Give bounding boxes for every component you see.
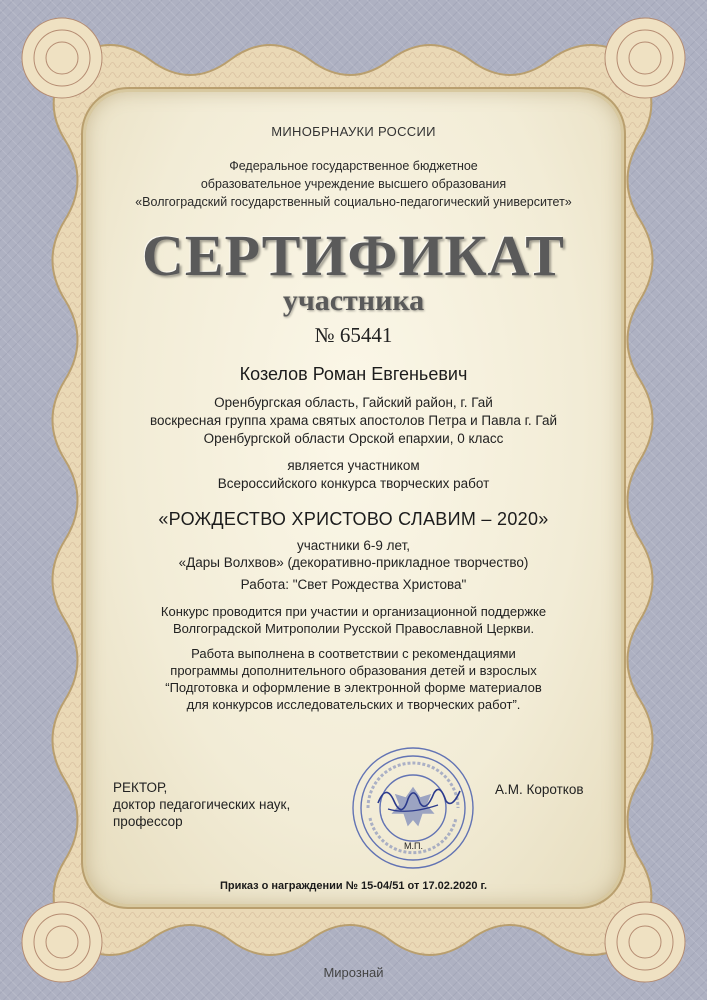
rector-line: доктор педагогических наук,	[113, 797, 291, 812]
seal-label: М.П.	[404, 841, 423, 851]
address-line: воскресная группа храма святых апостолов Петра и Павла г. Гай	[149, 413, 558, 428]
program-line: программы дополнительного образования детей и взрослых	[170, 663, 537, 678]
support-line: Волгоградской Митрополии Русской Православной Церкви.	[172, 621, 535, 636]
rector-line: профессор	[113, 814, 183, 829]
organization-name	[0, 157, 707, 211]
official-seal	[348, 743, 478, 873]
rector-line: РЕКТОР,	[113, 780, 168, 795]
signer-name: А.М. Коротков	[495, 782, 584, 797]
support-line: Конкурс проводится при участии и организационной поддержке	[160, 604, 547, 619]
support-note	[0, 603, 707, 637]
ministry-name: МИНОБРНАУКИ РОССИИ	[271, 124, 436, 139]
participant-name: Козелов Роман Евгеньевич	[239, 364, 468, 384]
work-title: Работа: "Свет Рождества Христова"	[240, 577, 467, 592]
certificate-subtitle: участника	[282, 284, 425, 317]
participation-line: является участником	[287, 458, 420, 473]
org-line: Федеральное государственное бюджетное	[229, 159, 478, 173]
org-line: образовательное учреждение высшего образования	[200, 177, 507, 191]
participant-address	[0, 394, 707, 448]
address-line: Оренбургской области Орской епархии, 0 класс	[203, 431, 504, 446]
program-line: для конкурсов исследовательских и творческих работ”.	[186, 697, 521, 712]
participation-line: Всероссийского конкурса творческих работ	[217, 476, 490, 491]
program-note	[0, 645, 707, 713]
award-order: Приказ о награждении № 15-04/51 от 17.02.2020 г.	[219, 880, 488, 892]
program-line: “Подготовка и оформление в электронной форме материалов	[165, 680, 542, 695]
contest-name: «РОЖДЕСТВО ХРИСТОВО СЛАВИМ – 2020»	[158, 509, 549, 529]
rector-title	[113, 779, 290, 830]
category-line: «Дары Волхвов» (декоративно-прикладное творчество)	[178, 555, 529, 570]
category-text	[0, 537, 707, 571]
participation-text	[0, 457, 707, 493]
org-line: «Волгоградский государственный социально-педагогический университет»	[135, 195, 572, 209]
address-line: Оренбургская область, Гайский район, г. Гай	[214, 395, 493, 410]
category-line: участники 6-9 лет,	[296, 538, 411, 553]
program-line: Работа выполнена в соответствии с рекомендациями	[191, 646, 516, 661]
certificate-title: СЕРТИФИКАТ	[142, 223, 565, 288]
certificate-number: № 65441	[314, 323, 393, 347]
footer-brand: Мирознай	[323, 965, 384, 980]
